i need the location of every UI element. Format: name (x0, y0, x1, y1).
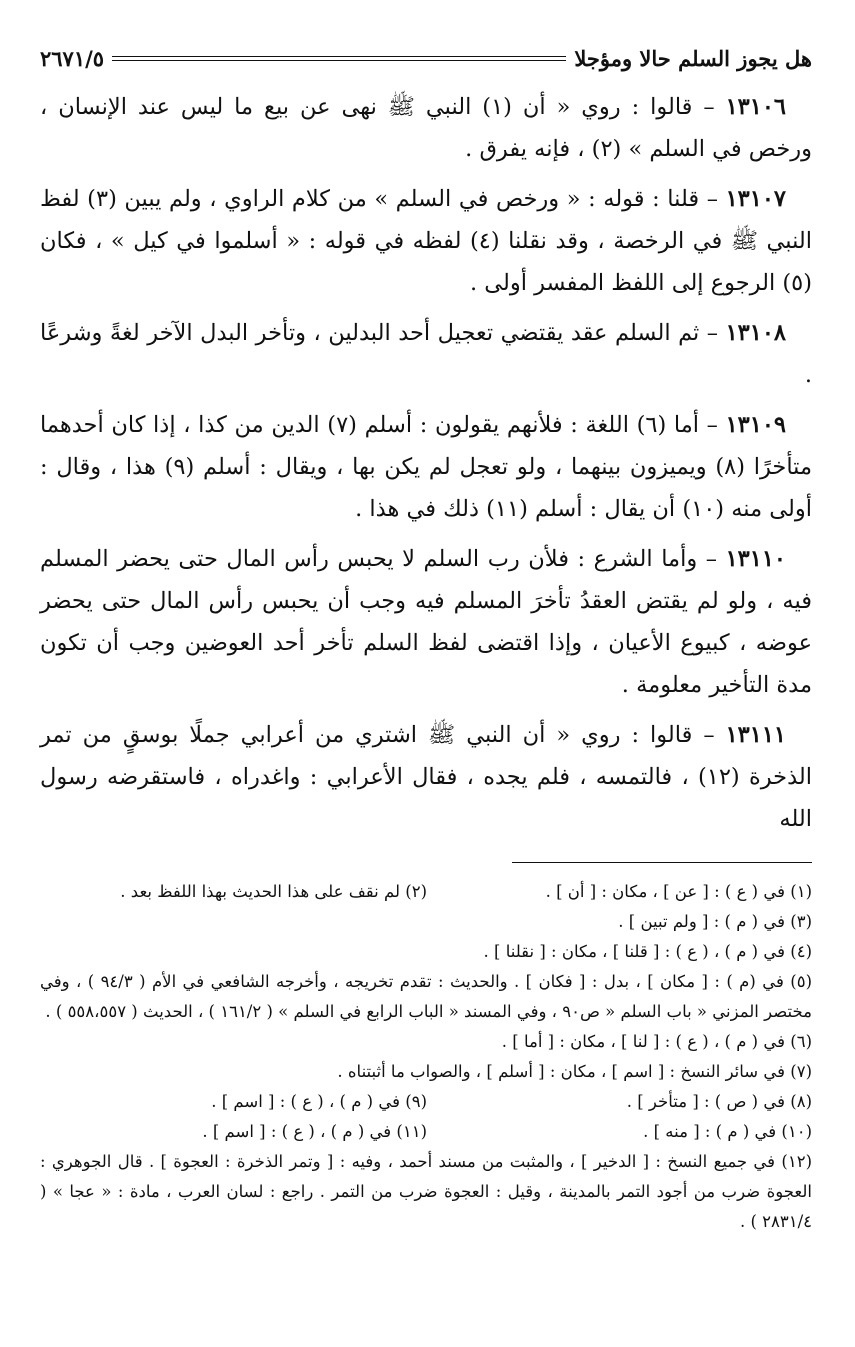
footnote-row (40, 877, 812, 907)
paragraph-13107 (40, 178, 812, 304)
footnote-12: (١٢) في جميع النسخ : [ الدخير ] ، والمثبت من مسند أحمد ، وفيه : [ وتمر الذخرة : العجوة ] . قال الجوهري : العجوة ضرب من أجود التمر بالمدينة ، وقيل : العجوة ضرب من التمر . راجع : لسان العرب ، مادة : « عجا » ( ٢٨٣١/٤ ) . (40, 1152, 812, 1231)
paragraph-text: – وأما الشرع : فلأن رب السلم لا يحبس رأس المال حتى يحضر المسلم فيه ، ولو لم يقتض العقدُ تأخرَ المسلم فيه وجب أن يحبس رأس المال حتى يحضر عوضه ، كبيوع الأعيان ، وإذا اقتضى لفظ السلم تأخر أحد العوضين وجب أن تكون مدة التأخير معلومة . (40, 546, 812, 698)
paragraph-text: – قلنا : قوله : « ورخص في السلم » من كلام الراوي ، ولم يبين (٣) لفظ النبي ﷺ في الرخصة ، وقد نقلنا (٤) لفظه في قوله : « أسلموا في كيل » ، فكان (٥) الرجوع إلى اللفظ المفسر أولى . (40, 186, 812, 296)
paragraph-13108 (40, 312, 812, 396)
body-text (40, 86, 812, 840)
paragraph-text: – قالوا : روي « أن (١) النبي ﷺ نهى عن بيع ما ليس عند الإنسان ، ورخص في السلم » (٢) ، فإنه يفرق . (40, 94, 812, 162)
paragraph-number: ١٣١٠٩ (725, 412, 786, 438)
page-folio: ٢٦٧١/٥ (40, 45, 105, 71)
footnote-row (40, 907, 812, 937)
footnote-2: (٢) لم نقف على هذا الحديث بهذا اللفظ بعد . (120, 882, 427, 901)
footnote-1: (١) في ( ع ) : [ عن ] ، مكان : [ أن ] . (545, 882, 812, 901)
footnote-row (40, 1087, 812, 1117)
paragraph-text: – ثم السلم عقد يقتضي تعجيل أحد البدلين ، وتأخر البدل الآخر لغةً وشرعًا . (40, 320, 812, 388)
paragraph-13106 (40, 86, 812, 170)
footnote-row (40, 1027, 812, 1057)
footnotes (40, 877, 812, 1237)
paragraph-13110 (40, 538, 812, 706)
footnote-row (40, 937, 812, 967)
footnote-11: (١١) في ( م ) ، ( ع ) : [ اسم ] . (202, 1122, 427, 1141)
footnote-row (40, 1057, 812, 1087)
paragraph-13109 (40, 404, 812, 530)
paragraph-13111 (40, 714, 812, 840)
footnote-7: (٧) في سائر النسخ : [ اسم ] ، مكان : [ أسلم ] ، والصواب ما أثبتناه . (337, 1062, 812, 1081)
footnote-8: (٨) في ( ص ) : [ متأخر ] . (626, 1092, 812, 1111)
footnote-5: (٥) في (م ) : [ مكان ] ، بدل : [ فكان ] . والحديث : تقدم تخريجه ، وأخرجه الشافعي في الأم ( ٩٤/٣ ) ، وفي مختصر المزني « باب السلم « ص٩٠ ، وفي المسند « الباب الرابع في السلم » ( ١٦١/٢ ) ، الحديث ( ٥٥٨،٥٥٧ ) . (40, 972, 812, 1021)
footnote-row (40, 1117, 812, 1147)
document-page (40, 40, 812, 1237)
paragraph-text: – قالوا : روي « أن النبي ﷺ اشتري من أعرابي جملًا بوسقٍ من تمر الذخرة (١٢) ، فالتمسه ، فلم يجده ، فقال الأعرابي : واغدراه ، فاستقرضه رسول الله (40, 722, 812, 832)
paragraph-number: ١٣١٠٧ (725, 186, 786, 212)
running-head-rule (112, 56, 566, 61)
paragraph-number: ١٣١١٠ (725, 546, 786, 572)
footnote-4: (٤) في ( م ) ، ( ع ) : [ قلنا ] ، مكان : [ نقلنا ] . (483, 942, 812, 961)
running-head (40, 40, 812, 76)
paragraph-number: ١٣١٠٨ (725, 320, 786, 346)
paragraph-number: ١٣١٠٦ (725, 94, 786, 120)
paragraph-number: ١٣١١١ (725, 722, 786, 748)
footnote-10: (١٠) في ( م ) : [ منه ] . (643, 1122, 812, 1141)
footnote-3: (٣) في ( م ) : [ ولم تبين ] . (618, 912, 812, 931)
footnote-separator (512, 862, 812, 863)
footnote-9: (٩) في ( م ) ، ( ع ) : [ اسم ] . (211, 1092, 427, 1111)
paragraph-text: – أما (٦) اللغة : فلأنهم يقولون : أسلم (٧) الدين من كذا ، إذا كان أحدهما متأخرًا (٨) ويميزون بينهما ، ولو تعجل لم يكن بها ، ويقال : أسلم (٩) هذا ، وقال : أولى منه (١٠) أن يقال : أسلم (١١) ذلك في هذا . (40, 412, 813, 522)
running-head-title: هل يجوز السلم حالا ومؤجلا (574, 45, 812, 71)
footnote-6: (٦) في ( م ) ، ( ع ) : [ لنا ] ، مكان : [ أما ] . (501, 1032, 812, 1051)
